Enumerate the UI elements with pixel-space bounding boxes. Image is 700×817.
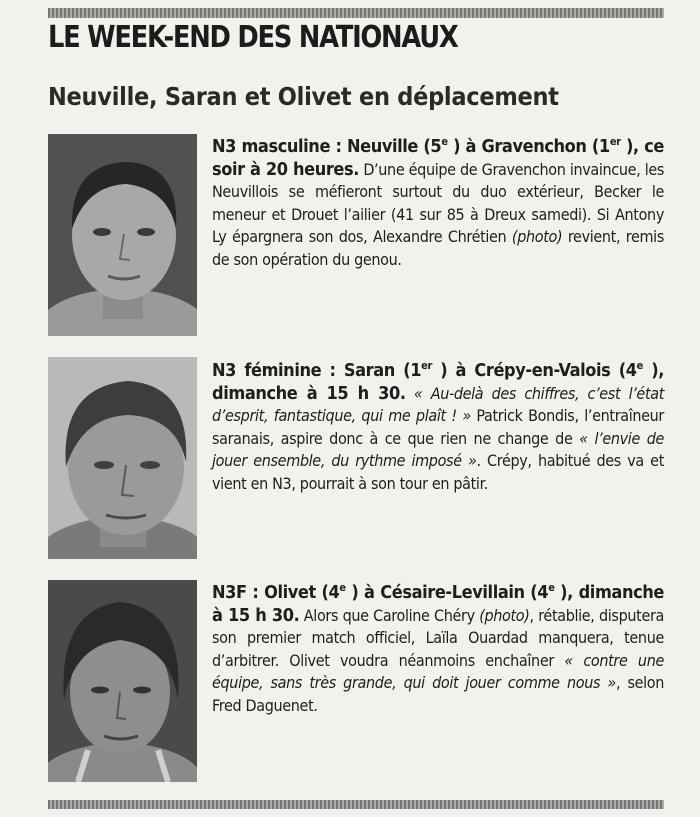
article-body: Alors que Caroline Chéry [299, 605, 480, 625]
article-n3f [212, 582, 664, 718]
bottom-rule [48, 800, 664, 809]
photo-caroline-chery [48, 580, 197, 782]
photo-patrick-bondis [48, 357, 197, 559]
page-subheadline: Neuville, Saran et Olivet en déplacement [48, 82, 559, 111]
article-quote: « l’envie de jouer ensemble, du rythme imposé » [212, 428, 664, 471]
page-headline: LE WEEK-END DES NATIONAUX [48, 20, 458, 55]
article-n3-masculine [212, 136, 664, 272]
article-body: D’une équipe de Gravenchon invaincue, les Neuvillois se méfieront surtout du duo extérieur, Becker le meneur et Drouet l’ailier (41 sur 85 à Dreux samedi). Si Antony Ly épargnera son dos, Alexandre Chrétien [212, 159, 665, 247]
photo-reference: (photo) [479, 605, 530, 625]
article-body: Patrick Bondis, l’entraîneur saranais, aspire donc à ce que rien ne change de [212, 406, 664, 448]
article-body: revient, remis de son opération du genou. [212, 227, 664, 269]
article-lead: N3 féminine : Saran (1er ) à Crépy-en-Valois (4e ), dimanche à 15 h 30. [212, 359, 664, 404]
article-lead: N3F : Olivet (4e ) à Césaire-Levillain (4e ), dimanche à 15 h 30. [212, 581, 664, 626]
article-body: , selon Fred Daguenet. [212, 673, 665, 715]
article-lead: N3 masculine : Neuville (5e ) à Gravenchon (1er ), ce soir à 20 heures. [212, 135, 664, 180]
photo-alexandre-chretien [48, 134, 197, 336]
top-rule [48, 8, 664, 18]
photo-reference: (photo) [511, 227, 563, 247]
article-body: . Crépy, habitué des va et vient en N3, pourrait à son tour en pâtir. [212, 451, 664, 493]
article-quote: « contre une équipe, sans très grande, qui doit jouer comme nous » [212, 650, 664, 693]
article-body: , rétablie, disputera son premier match officiel, Laïla Ouardad manquera, tenue d’arbitrer. Olivet voudra néanmoins enchaîner [212, 605, 664, 670]
article-quote: « Au-delà des chiffres, c’est l’état d’esprit, fantastique, qui me plaît ! » [212, 383, 664, 426]
article-n3-feminine [212, 360, 664, 496]
